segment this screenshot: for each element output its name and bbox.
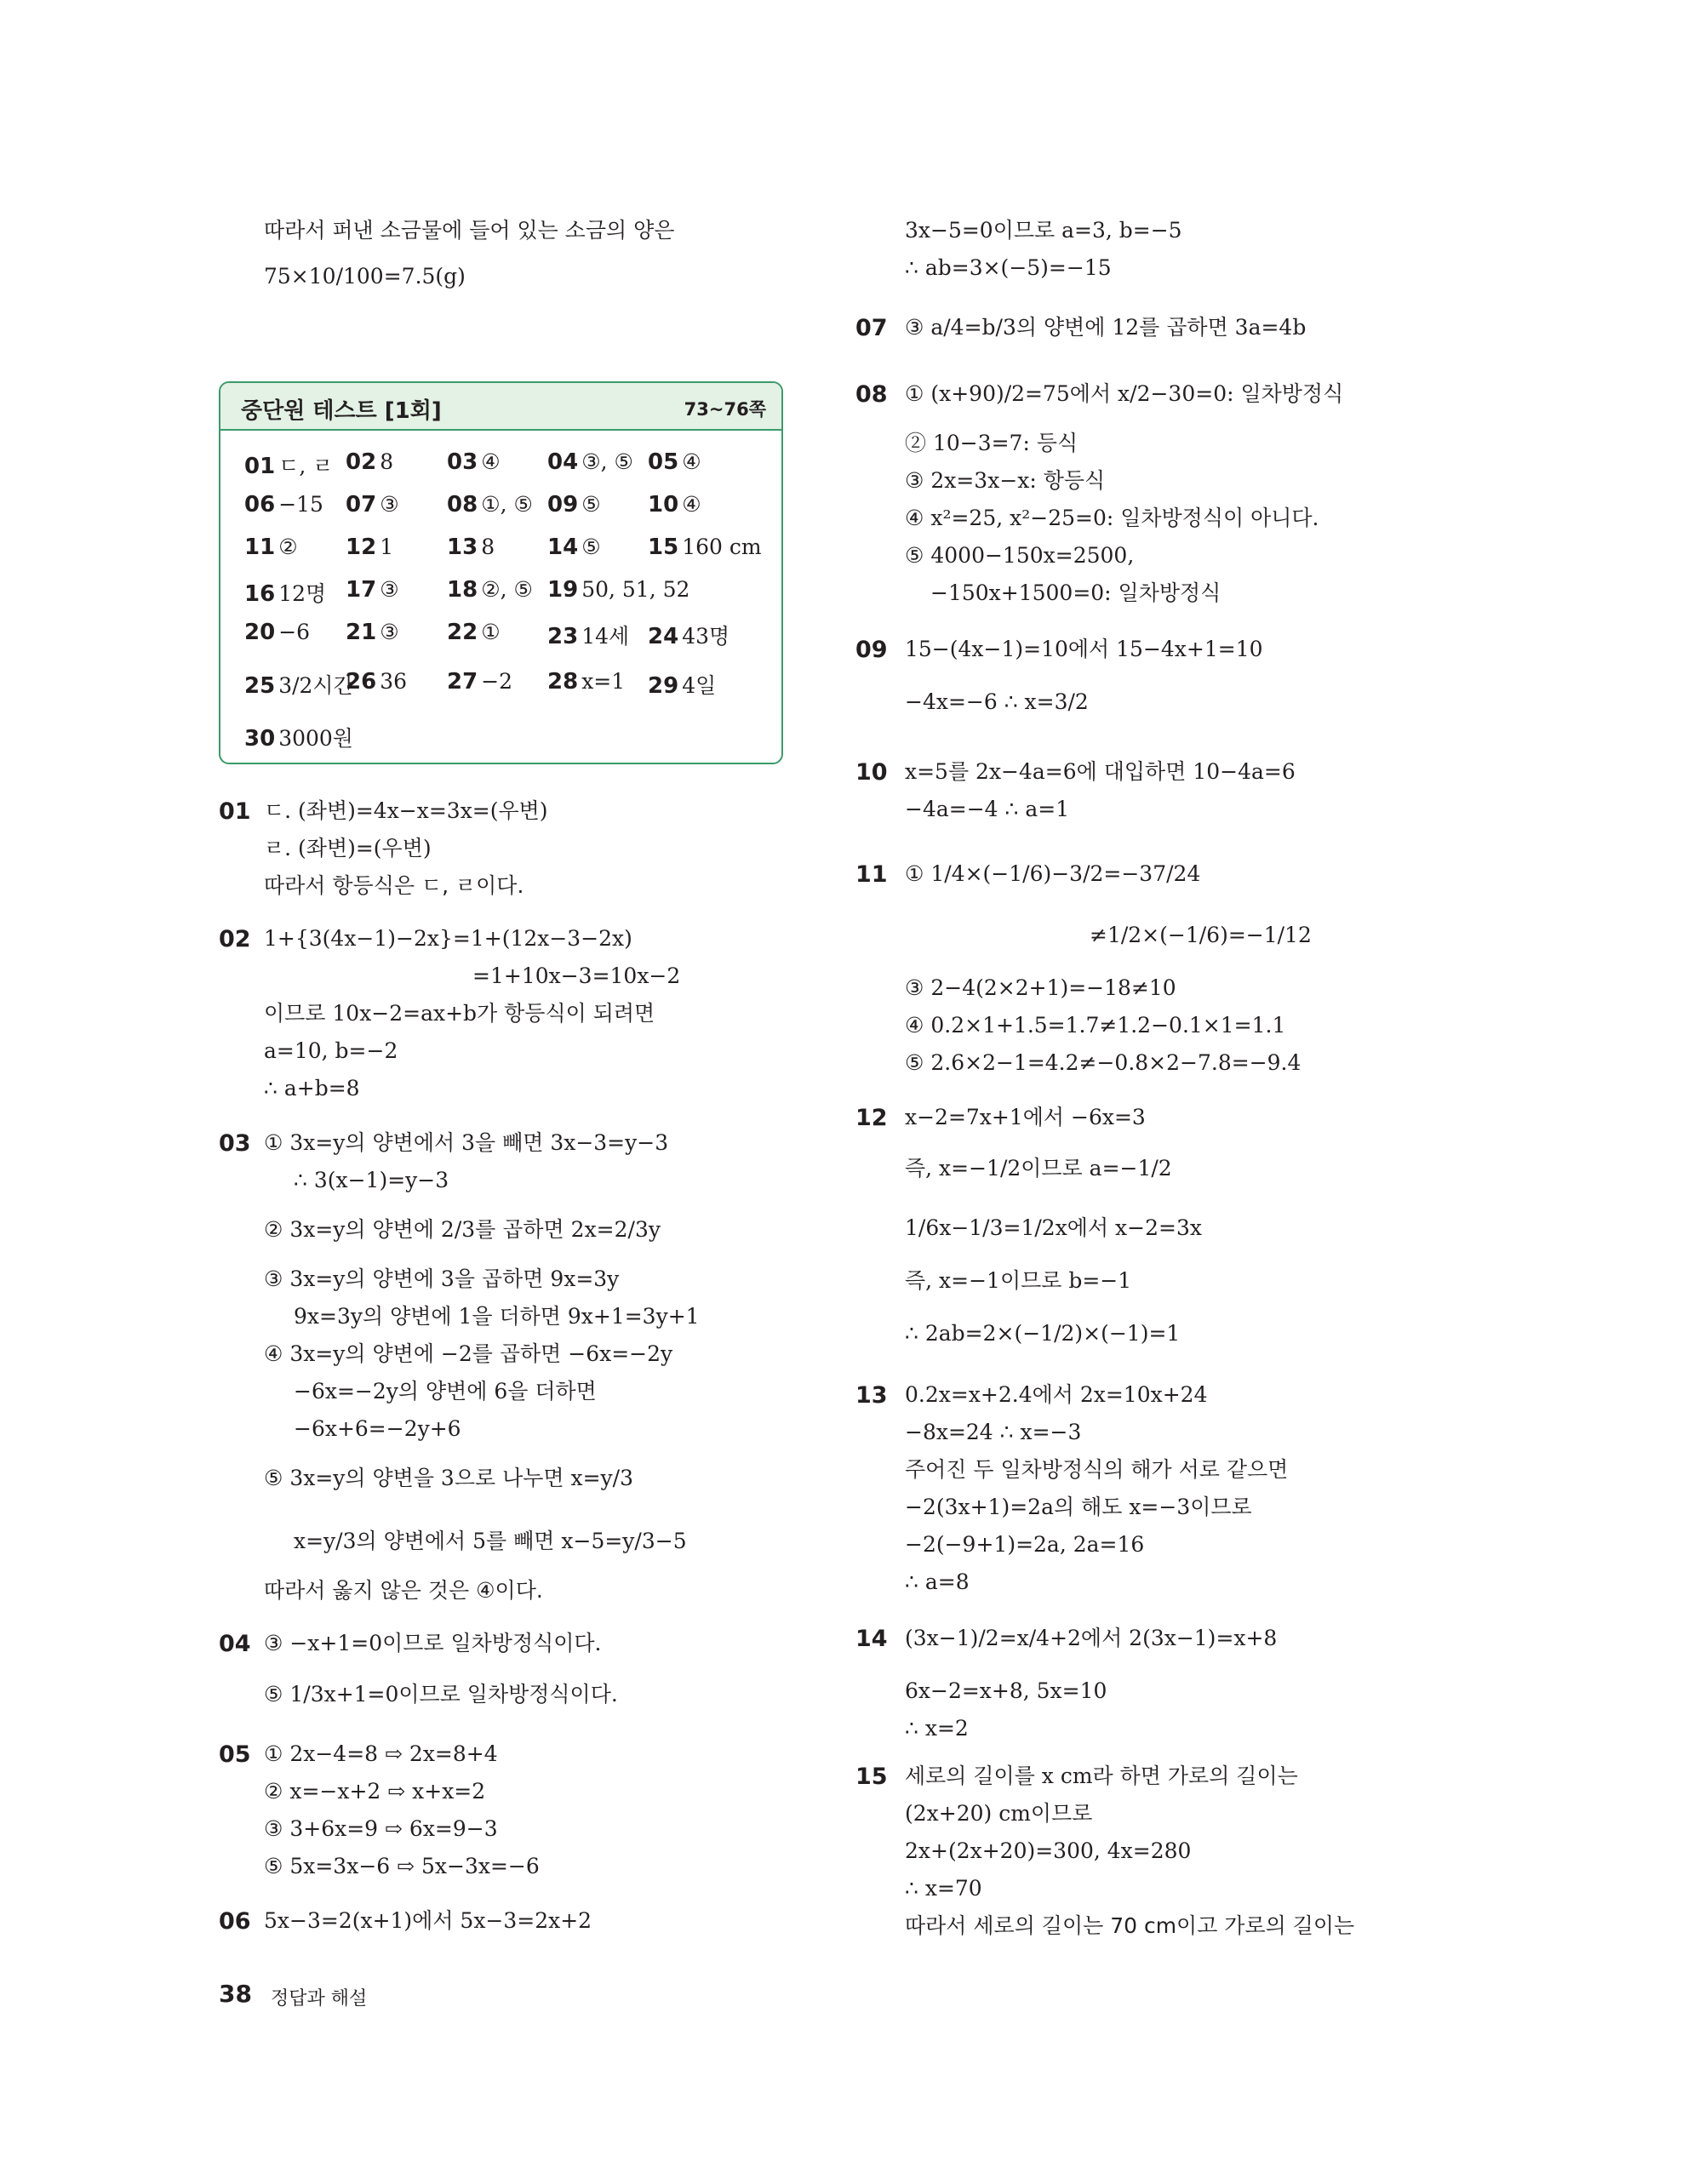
q05-number: 05 [219, 1741, 251, 1768]
q03-number: 03 [219, 1130, 251, 1157]
q12-line: ∴ 2ab=2×(−1/2)×(−1)=1 [905, 1321, 1181, 1346]
q03-line: ① 3x=y의 양변에서 3을 빼면 3x−3=y−3 [264, 1130, 669, 1155]
answer-value: ④ [682, 449, 701, 474]
answer-number: 16 [244, 581, 276, 607]
answer-number: 06 [244, 492, 276, 517]
answer-number: 14 [547, 535, 579, 560]
q09-number: 09 [855, 637, 888, 663]
answer-item [244, 577, 326, 608]
q10-line: x=5를 2x−4a=6에 대입하면 10−4a=6 [905, 759, 1296, 784]
q07-number: 07 [855, 315, 888, 341]
q11-line: ≠1/2×(−1/6)=−1/12 [1090, 923, 1312, 947]
q08-line: ② 10−3=7: 등식 [905, 431, 1078, 455]
answer-number: 13 [447, 535, 478, 560]
q05-line: ⑤ 5x=3x−6 ⇨ 5x−3x=−6 [264, 1854, 540, 1878]
q03-line: 9x=3y의 양변에 1을 더하면 9x+1=3y+1 [294, 1304, 700, 1329]
answer-item [648, 449, 701, 475]
answer-number: 30 [244, 726, 276, 752]
answer-value: x=1 [581, 669, 626, 694]
answer-number: 22 [447, 620, 478, 645]
q02-line: ∴ a+b=8 [264, 1076, 360, 1101]
q13-line: ∴ a=8 [905, 1569, 970, 1594]
q12-line: x−2=7x+1에서 −6x=3 [905, 1105, 1146, 1129]
q04-line: ⑤ 1/3x+1=0이므로 일차방정식이다. [264, 1682, 618, 1707]
answer-box-pages: 73~76쪽 [684, 399, 766, 420]
answer-item [244, 449, 333, 480]
answer-number: 25 [244, 673, 276, 699]
page-number: 38 [219, 1980, 252, 2008]
q03-line: −6x=−2y의 양변에 6을 더하면 [294, 1379, 597, 1404]
answer-value: ④ [682, 492, 701, 517]
q03-line: x=y/3의 양변에서 5를 빼면 x−5=y/3−5 [294, 1529, 687, 1553]
answer-item [547, 669, 625, 695]
answer-number: 02 [346, 449, 377, 475]
footer-label: 정답과 해설 [271, 1988, 368, 2010]
answer-value: 36 [380, 669, 407, 694]
answer-item [346, 669, 407, 695]
q11-number: 11 [855, 861, 888, 888]
answer-item [648, 492, 701, 517]
answer-number: 20 [244, 620, 276, 645]
answer-item [346, 535, 393, 560]
answer-number: 08 [447, 492, 478, 517]
answer-number: 15 [648, 535, 679, 560]
answer-value: 160 cm [682, 535, 762, 559]
answer-number: 04 [547, 449, 579, 475]
q12-line: 즉, x=−1/2이므로 a=−1/2 [905, 1156, 1172, 1181]
q09-line: −4x=−6 ∴ x=3/2 [905, 689, 1089, 714]
intro-line-1: 따라서 퍼낸 소금물에 들어 있는 소금의 양은 [264, 218, 675, 243]
q03-line: ④ 3x=y의 양변에 −2를 곱하면 −6x=−2y [264, 1341, 673, 1366]
answer-value: ③ [380, 620, 399, 644]
q04-number: 04 [219, 1631, 251, 1657]
answer-number: 27 [447, 669, 478, 695]
answer-value: 4일 [682, 673, 717, 698]
answer-value: ③, ⑤ [581, 449, 633, 474]
q15-line: 세로의 길이를 x cm라 하면 가로의 길이는 [905, 1764, 1298, 1788]
q13-line: 0.2x=x+2.4에서 2x=10x+24 [905, 1382, 1208, 1407]
q12-number: 12 [855, 1105, 888, 1131]
answer-value: ⑤ [581, 535, 601, 559]
q10-line: −4a=−4 ∴ a=1 [905, 797, 1070, 821]
answer-number: 10 [648, 492, 679, 517]
answer-box-header [220, 383, 781, 431]
q08-line: ③ 2x=3x−x: 항등식 [905, 468, 1106, 493]
q01-line: ㄹ. (좌변)=(우변) [264, 836, 432, 860]
q13-number: 13 [855, 1382, 888, 1409]
answer-number: 29 [648, 673, 679, 699]
q12-line: 1/6x−1/3=1/2x에서 x−2=3x [905, 1215, 1202, 1240]
answer-value: ③ [380, 492, 399, 517]
answer-value: 8 [380, 449, 394, 474]
q01-line: ㄷ. (좌변)=4x−x=3x=(우변) [264, 798, 548, 823]
q06-cont-line: 3x−5=0이므로 a=3, b=−5 [905, 218, 1182, 243]
answer-number: 11 [244, 535, 276, 560]
q14-line: (3x−1)/2=x/4+2에서 2(3x−1)=x+8 [905, 1626, 1278, 1650]
answer-number: 03 [447, 449, 478, 475]
q08-line: ① (x+90)/2=75에서 x/2−30=0: 일차방정식 [905, 381, 1344, 406]
answer-number: 17 [346, 577, 377, 603]
q03-line: ② 3x=y의 양변에 2/3를 곱하면 2x=2/3y [264, 1217, 661, 1242]
answer-item [447, 535, 495, 560]
q15-line: (2x+20) cm이므로 [905, 1801, 1093, 1826]
answer-value: 14세 [581, 624, 630, 649]
q13-line: −8x=24 ∴ x=−3 [905, 1420, 1082, 1444]
answer-item [447, 492, 533, 517]
answer-value: 50, 51, 52 [581, 577, 690, 602]
intro-line-2: 75×10/100=7.5(g) [264, 264, 466, 289]
answer-item [346, 449, 393, 475]
q03-line: 따라서 옳지 않은 것은 ④이다. [264, 1578, 543, 1603]
answer-value: −2 [481, 669, 513, 694]
answer-number: 26 [346, 669, 377, 695]
q13-line: −2(−9+1)=2a, 2a=16 [905, 1532, 1145, 1557]
answer-item [447, 577, 533, 603]
q13-line: 주어진 두 일차방정식의 해가 서로 같으면 [905, 1457, 1289, 1482]
q06-cont-line: ∴ ab=3×(−5)=−15 [905, 255, 1112, 280]
answer-value: ①, ⑤ [481, 492, 533, 517]
q15-line: 따라서 세로의 길이는 70 cm이고 가로의 길이는 [905, 1913, 1355, 1938]
answer-item [346, 620, 399, 645]
answer-number: 23 [547, 624, 579, 649]
answer-value: 1 [380, 535, 394, 559]
answer-value: −15 [278, 492, 323, 517]
answer-value: ① [481, 620, 501, 644]
answer-value: ③ [380, 577, 399, 602]
answer-number: 19 [547, 577, 579, 603]
answer-number: 24 [648, 624, 679, 649]
q15-line: ∴ x=70 [905, 1876, 982, 1901]
q03-line: ⑤ 3x=y의 양변을 3으로 나누면 x=y/3 [264, 1466, 633, 1490]
answer-item [547, 449, 633, 475]
q08-line: ④ x²=25, x²−25=0: 일차방정식이 아니다. [905, 506, 1319, 530]
q02-line: 이므로 10x−2=ax+b가 항등식이 되려면 [264, 1001, 655, 1026]
q08-line: −150x+1500=0: 일차방정식 [930, 580, 1221, 605]
answer-number: 01 [244, 454, 276, 479]
q14-line: ∴ x=2 [905, 1716, 969, 1741]
answer-item [547, 577, 689, 603]
answer-number: 28 [547, 669, 579, 695]
q01-line: 따라서 항등식은 ㄷ, ㄹ이다. [264, 873, 524, 898]
q15-number: 15 [855, 1764, 888, 1790]
answer-value: 3000원 [278, 726, 353, 751]
q15-line: 2x+(2x+20)=300, 4x=280 [905, 1838, 1192, 1863]
q08-line: ⑤ 4000−150x=2500, [905, 543, 1135, 568]
answer-value: ④ [481, 449, 501, 474]
answer-value: ②, ⑤ [481, 577, 533, 602]
q04-line: ③ −x+1=0이므로 일차방정식이다. [264, 1631, 602, 1655]
q10-number: 10 [855, 759, 888, 786]
answer-box-title: 중단원 테스트 [1회] [241, 398, 442, 424]
q11-line: ① 1/4×(−1/6)−3/2=−37/24 [905, 861, 1201, 886]
q02-number: 02 [219, 926, 251, 952]
answer-number: 18 [447, 577, 478, 603]
answer-item [447, 449, 501, 475]
answer-item [447, 669, 512, 695]
answer-value: ⑤ [581, 492, 601, 517]
q02-line: =1+10x−3=10x−2 [472, 963, 681, 988]
answer-number: 21 [346, 620, 377, 645]
q02-line: 1+{3(4x−1)−2x}=1+(12x−3−2x) [264, 926, 632, 951]
answer-number: 07 [346, 492, 377, 517]
q08-number: 08 [855, 381, 888, 408]
answer-value: 8 [481, 535, 495, 559]
answer-item [244, 669, 354, 700]
answer-item [244, 535, 298, 560]
answer-value: −6 [278, 620, 311, 644]
q09-line: 15−(4x−1)=10에서 15−4x+1=10 [905, 637, 1263, 661]
q02-line: a=10, b=−2 [264, 1038, 398, 1063]
answer-number: 09 [547, 492, 579, 517]
q07-line: ③ a/4=b/3의 양변에 12를 곱하면 3a=4b [905, 315, 1307, 340]
answer-item [648, 669, 716, 700]
q14-number: 14 [855, 1626, 888, 1652]
q12-line: 즉, x=−1이므로 b=−1 [905, 1268, 1132, 1293]
answer-value: ② [278, 535, 298, 559]
answer-number: 12 [346, 535, 377, 560]
answer-item [447, 620, 501, 645]
answer-item [346, 577, 399, 603]
answer-item [244, 620, 310, 645]
answer-value: 12명 [278, 581, 327, 606]
q11-line: ③ 2−4(2×2+1)=−18≠10 [905, 975, 1176, 1000]
q11-line: ⑤ 2.6×2−1=4.2≠−0.8×2−7.8=−9.4 [905, 1050, 1302, 1075]
q05-line: ① 2x−4=8 ⇨ 2x=8+4 [264, 1741, 498, 1766]
q14-line: 6x−2=x+8, 5x=10 [905, 1678, 1107, 1703]
answer-item [244, 722, 353, 752]
q03-line: ∴ 3(x−1)=y−3 [294, 1168, 449, 1192]
q13-line: −2(3x+1)=2a의 해도 x=−3이므로 [905, 1495, 1252, 1519]
answer-item [244, 492, 323, 517]
answer-value: 3/2시간 [278, 673, 354, 698]
q03-line: ③ 3x=y의 양변에 3을 곱하면 9x=3y [264, 1266, 620, 1291]
answer-item [648, 620, 729, 650]
q05-line: ② x=−x+2 ⇨ x+x=2 [264, 1779, 486, 1804]
answer-number: 05 [648, 449, 679, 475]
q06-number: 06 [219, 1908, 251, 1935]
answer-item [648, 535, 762, 560]
answer-item [346, 492, 399, 517]
answer-item [547, 620, 629, 650]
answer-item [547, 492, 601, 517]
q11-line: ④ 0.2×1+1.5=1.7≠1.2−0.1×1=1.1 [905, 1013, 1286, 1038]
answer-value: 43명 [682, 624, 730, 649]
q05-line: ③ 3+6x=9 ⇨ 6x=9−3 [264, 1816, 498, 1841]
q01-number: 01 [219, 798, 251, 825]
answer-item [547, 535, 601, 560]
answer-value: ㄷ, ㄹ [278, 454, 334, 478]
q03-line: −6x+6=−2y+6 [294, 1416, 461, 1441]
q06-line: 5x−3=2(x+1)에서 5x−3=2x+2 [264, 1908, 592, 1933]
answer-box [219, 381, 783, 764]
